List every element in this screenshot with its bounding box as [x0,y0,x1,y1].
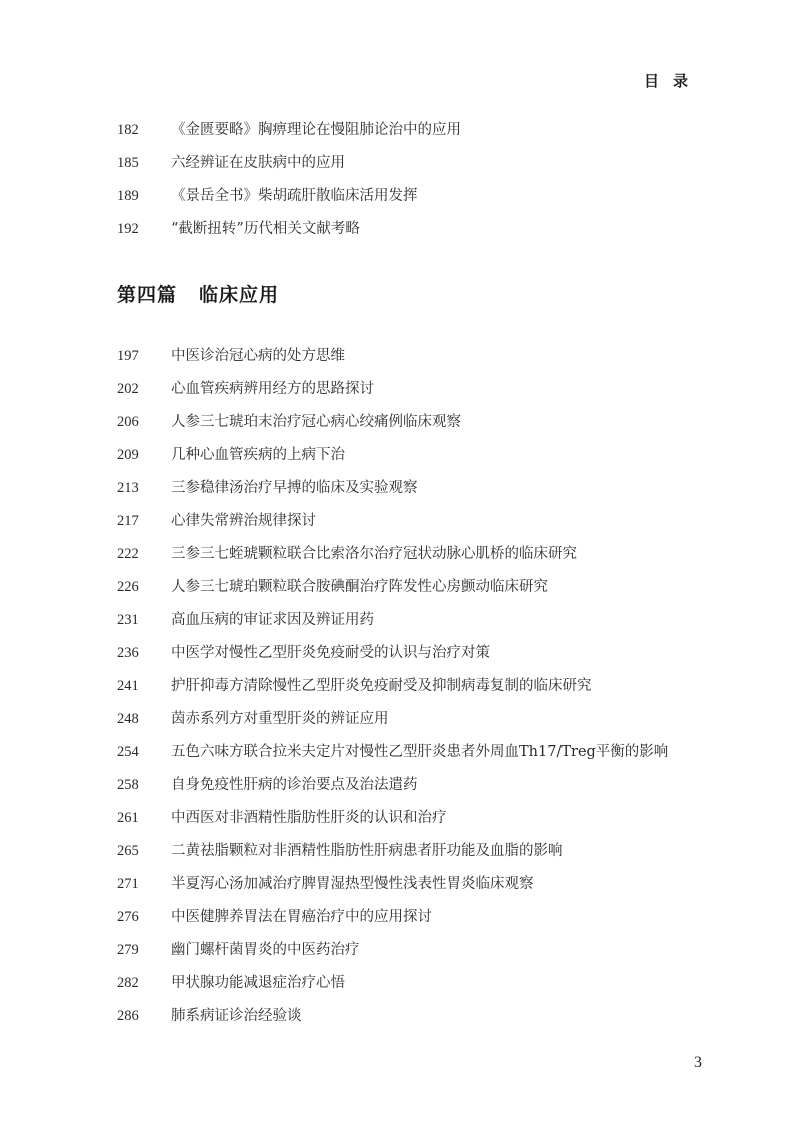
toc-page-number: 185 [117,155,139,171]
section-name: 临床应用 [199,284,280,306]
toc-entry-title: 茵赤系列方对重型肝炎的辨证应用 [171,711,389,727]
toc-entry-title: “截断扭转”历代相关文献考略 [171,221,360,237]
toc-page-number: 258 [117,777,139,793]
toc-page-number: 261 [117,810,139,826]
toc-entry-title: 幽门螺杆菌胃炎的中医药治疗 [171,942,360,958]
toc-entry-title: 六经辨证在皮肤病中的应用 [171,155,345,171]
toc-page-number: 265 [117,843,139,859]
toc-entry[interactable] [117,215,737,248]
toc-entry-title: 三参稳律汤治疗早搏的临床及实验观察 [171,480,418,496]
toc-entry[interactable] [117,705,737,738]
toc-page-number: 236 [117,645,139,661]
toc-list-part3 [117,116,737,248]
toc-page-number: 206 [117,414,139,430]
toc-page-number: 248 [117,711,139,727]
toc-entry-title: 高血压病的审证求因及辨证用药 [171,612,374,628]
toc-entry-title: 中医诊治冠心病的处方思维 [171,348,345,364]
toc-entry-title: 护肝抑毒方清除慢性乙型肝炎免疫耐受及抑制病毒复制的临床研究 [171,678,592,694]
toc-page-number: 226 [117,579,139,595]
toc-entry[interactable] [117,507,737,540]
toc-entry-title: 肺系病证诊治经验谈 [171,1008,302,1024]
toc-entry-title: 三参三七蛭琥颗粒联合比索洛尔治疗冠状动脉心肌桥的临床研究 [171,546,577,562]
toc-entry-title: 《景岳全书》柴胡疏肝散临床活用发挥 [171,188,418,204]
section-heading[interactable] [117,280,279,307]
toc-entry[interactable] [117,540,737,573]
toc-entry-title: 五色六味方联合拉米夫定片对慢性乙型肝炎患者外周血Th17/Treg平衡的影响 [171,744,669,760]
running-head-title: 目录 [643,72,702,90]
page-number: 3 [694,1054,702,1071]
toc-entry[interactable] [117,837,737,870]
toc-entry[interactable] [117,804,737,837]
toc-entry[interactable] [117,182,737,215]
toc-entry[interactable] [117,870,737,903]
toc-page-number: 197 [117,348,139,364]
toc-entry-title: 几种心血管疾病的上病下治 [171,447,345,463]
toc-entry-title: 自身免疫性肝病的诊治要点及治法遣药 [171,777,418,793]
toc-entry-title: 《金匮要略》胸痹理论在慢阻肺论治中的应用 [171,122,461,138]
toc-entry[interactable] [117,408,737,441]
toc-entry[interactable] [117,149,737,182]
toc-entry[interactable] [117,936,737,969]
toc-page-number: 231 [117,612,139,628]
toc-entry[interactable] [117,606,737,639]
toc-entry[interactable] [117,1002,737,1035]
toc-entry[interactable] [117,639,737,672]
toc-page-number: 254 [117,744,139,760]
toc-entry[interactable] [117,738,737,771]
toc-entry-title: 半夏泻心汤加减治疗脾胃湿热型慢性浅表性胃炎临床观察 [171,876,534,892]
toc-entry[interactable] [117,771,737,804]
toc-page-number: 192 [117,221,139,237]
toc-page-number: 189 [117,188,139,204]
toc-page-number: 276 [117,909,139,925]
toc-page-number: 286 [117,1008,139,1024]
toc-page-number: 209 [117,447,139,463]
toc-page-number: 279 [117,942,139,958]
toc-entry[interactable] [117,474,737,507]
toc-page-number: 282 [117,975,139,991]
toc-page-number: 213 [117,480,139,496]
toc-entry[interactable] [117,672,737,705]
toc-entry[interactable] [117,573,737,606]
section-part-label: 第四篇 [117,284,178,306]
toc-entry[interactable] [117,116,737,149]
toc-page-number: 241 [117,678,139,694]
toc-page-number: 217 [117,513,139,529]
toc-entry-title: 人参三七琥珀末治疗冠心病心绞痛例临床观察 [171,414,461,430]
toc-entry-title: 甲状腺功能减退症治疗心悟 [171,975,345,991]
toc-page-number: 182 [117,122,139,138]
toc-entry[interactable] [117,903,737,936]
toc-entry[interactable] [117,342,737,375]
toc-list-part4 [117,342,737,1035]
toc-entry-title: 中医健脾养胃法在胃癌治疗中的应用探讨 [171,909,432,925]
toc-entry-title: 中西医对非酒精性脂肪性肝炎的认识和治疗 [171,810,447,826]
toc-entry-title: 二黄祛脂颗粒对非酒精性脂肪性肝病患者肝功能及血脂的影响 [171,843,563,859]
toc-page-number: 202 [117,381,139,397]
toc-page-number: 222 [117,546,139,562]
toc-entry[interactable] [117,375,737,408]
toc-entry[interactable] [117,441,737,474]
toc-page-number: 271 [117,876,139,892]
toc-entry-title: 心血管疾病辨用经方的思路探讨 [171,381,374,397]
toc-entry-title: 中医学对慢性乙型肝炎免疫耐受的认识与治疗对策 [171,645,490,661]
toc-entry-title: 人参三七琥珀颗粒联合胺碘酮治疗阵发性心房颤动临床研究 [171,579,548,595]
toc-entry[interactable] [117,969,737,1002]
toc-entry-title: 心律失常辨治规律探讨 [171,513,316,529]
